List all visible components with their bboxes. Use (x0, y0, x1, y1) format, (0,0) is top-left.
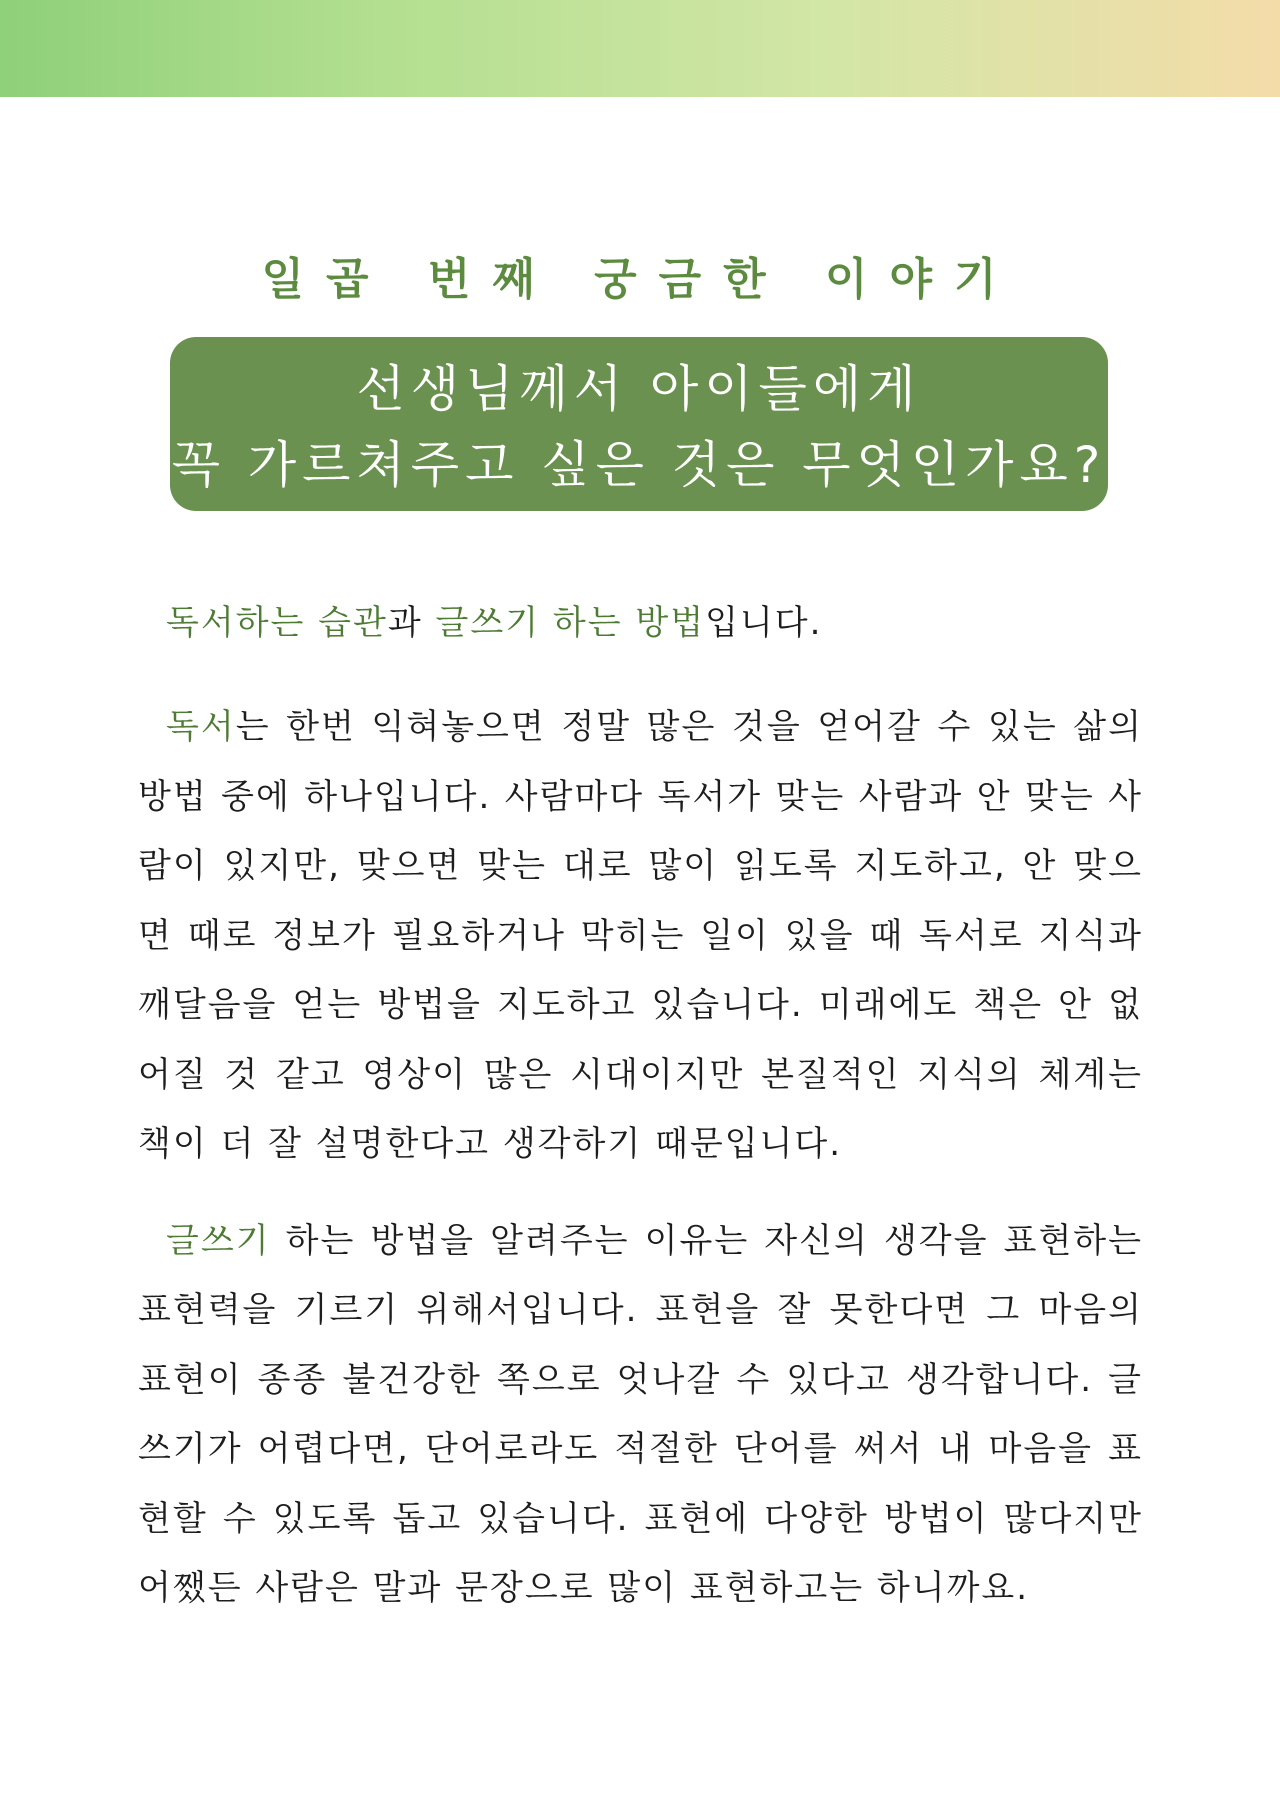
answer-body (138, 588, 1143, 1624)
top-gradient-band (0, 0, 1280, 97)
reading-paragraph-text: 는 한번 익혀놓으면 정말 많은 것을 얻어갈 수 있는 삶의 방법 중에 하나입니다. 사람마다 독서가 맞는 사람과 안 맞는 사람이 있지만, 맞으면 맞는 대로 많이 읽도록 지도하고, 안 맞으면 때로 정보가 필요하거나 막히는 일이 있을 때 독서로 지식과 깨달음을 얻는 방법을 지도하고 있습니다. 미래에도 책은 안 없어질 것 같고 영상이 많은 시대이지만 본질적인 지식의 체계는 책이 더 잘 설명한다고 생각하기 때문입니다. (138, 707, 1143, 1164)
answer-summary-paragraph (138, 588, 1143, 658)
question-title-line-1: 선생님께서 아이들에게 (356, 360, 922, 418)
question-title-box (170, 337, 1108, 511)
keyword-reading-habit: 독서하는 습관 (166, 603, 388, 643)
question-title-line-2: 꼭 가르쳐주고 싶은 것은 무엇인가요? (171, 436, 1107, 494)
summary-connector: 과 (387, 603, 436, 643)
reading-paragraph (138, 693, 1143, 1180)
keyword-writing-method: 글쓰기 하는 방법 (435, 603, 706, 643)
summary-ending: 입니다. (705, 603, 823, 643)
keyword-writing: 글쓰기 (166, 1220, 271, 1261)
writing-paragraph-text: 하는 방법을 알려주는 이유는 자신의 생각을 표현하는 표현력을 기르기 위해서입니다. 표현을 잘 못한다면 그 마음의 표현이 종종 불건강한 쪽으로 엇나갈 수 있다고 생각합니다. 글쓰기가 어렵다면, 단어로라도 적절한 단어를 써서 내 마음을 표현할 수 있도록 돕고 있습니다. 표현에 다양한 방법이 많다지만 어쨌든 사람은 말과 문장으로 많이 표현하고는 하니까요. (138, 1220, 1143, 1608)
section-kicker: 일곱 번째 궁금한 이야기 (261, 254, 1019, 305)
keyword-reading: 독서 (166, 707, 236, 747)
writing-paragraph (138, 1207, 1143, 1624)
